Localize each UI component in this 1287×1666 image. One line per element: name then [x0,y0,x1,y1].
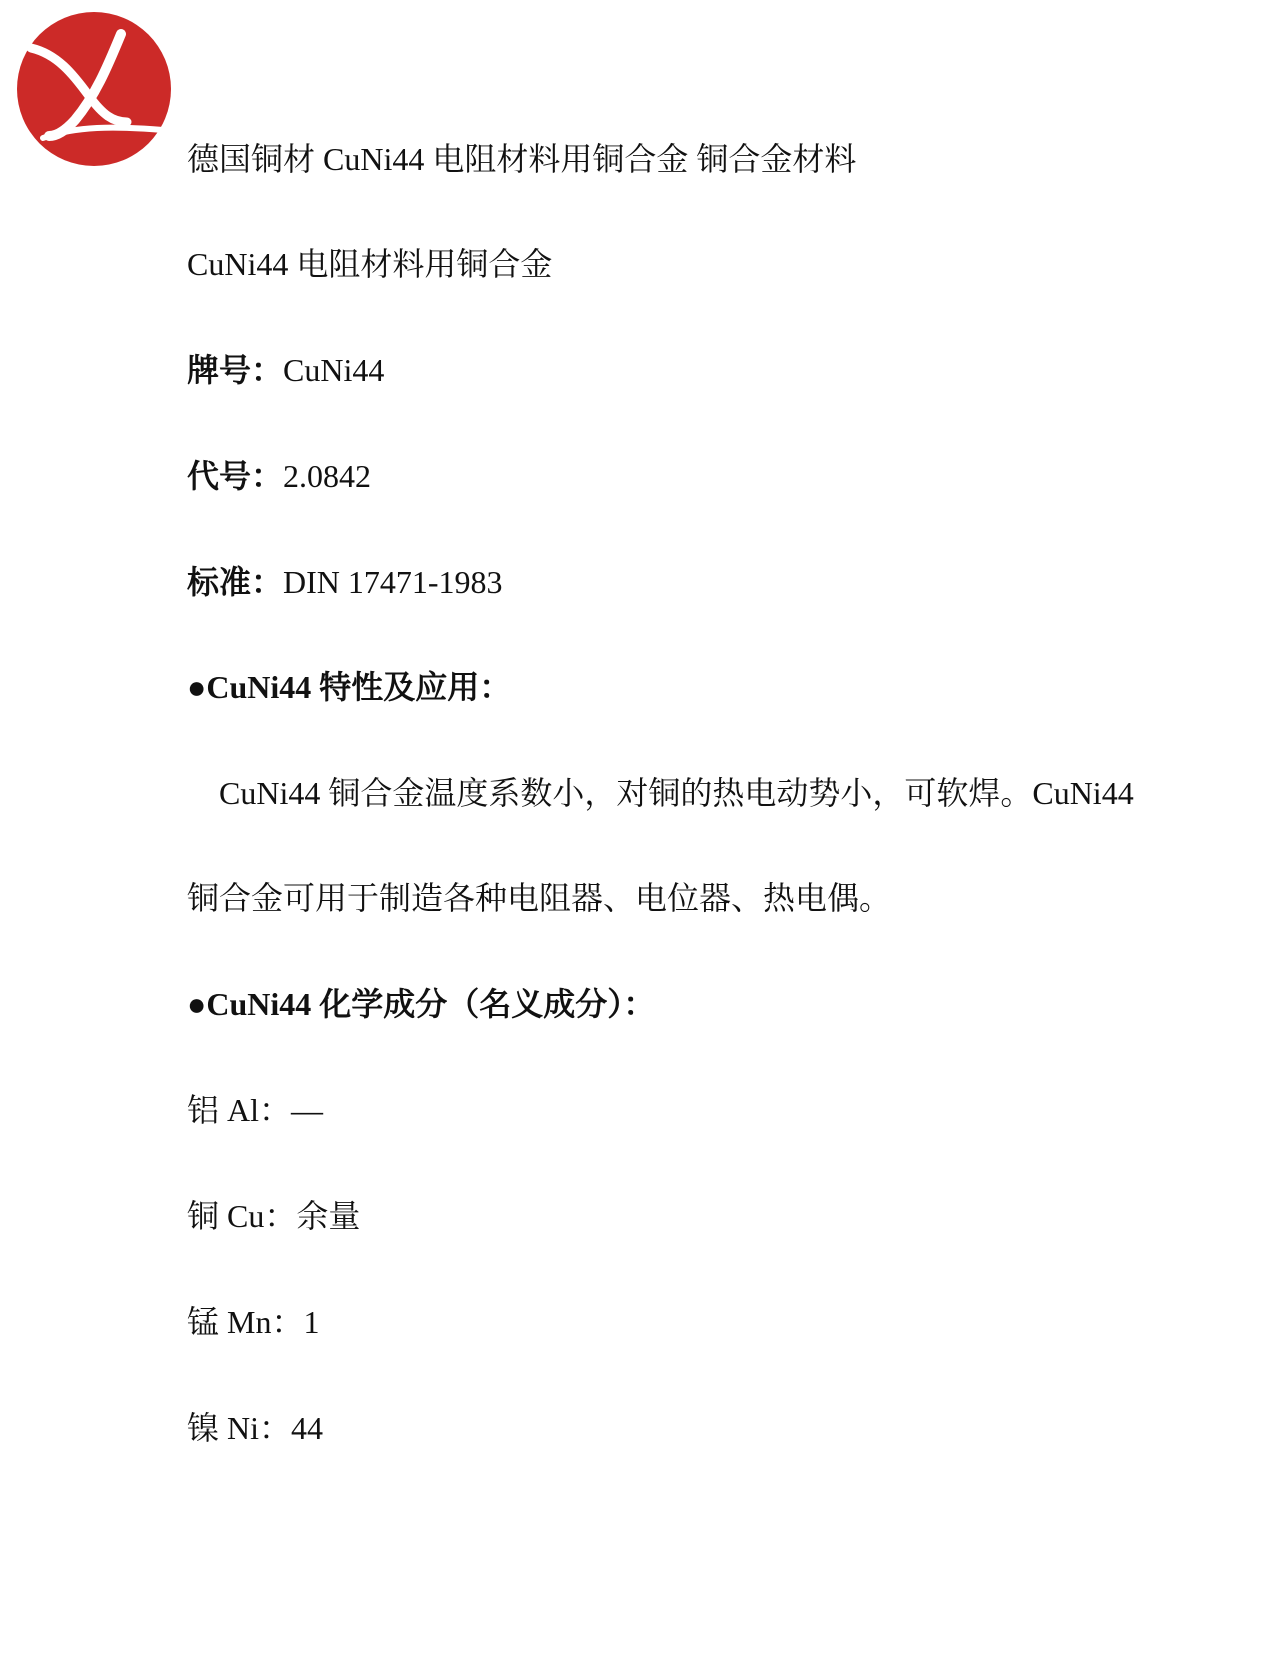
composition-row-mn [187,1302,319,1342]
composition-value: 44 [291,1410,324,1446]
composition-value: 余量 [296,1198,361,1234]
company-logo-icon [17,12,171,166]
grade-value: CuNi44 [283,352,385,388]
subtitle: CuNi44 电阻材料用铜合金 [187,246,553,282]
grade-label: 牌号： [187,352,284,388]
composition-row-ni [187,1408,323,1448]
standard-value: DIN 17471-1983 [283,564,503,600]
code-row [187,456,371,496]
standard-label: 标准： [187,564,284,600]
composition-row-cu [187,1196,360,1236]
composition-value: 1 [303,1304,320,1340]
composition-label: 镍 Ni： [187,1410,292,1446]
standard-row [187,562,503,602]
features-heading: ●CuNi44 特性及应用： [187,669,512,705]
grade-row [187,350,384,390]
composition-label: 锰 Mn： [187,1304,304,1340]
code-label: 代号： [187,458,284,494]
composition-label: 铝 Al： [187,1092,292,1128]
page-title: 德国铜材 CuNi44 电阻材料用铜合金 铜合金材料 [187,141,857,177]
composition-heading: ●CuNi44 化学成分（名义成分）： [187,986,656,1022]
code-value: 2.0842 [283,458,372,494]
composition-row-al [187,1090,323,1130]
composition-label: 铜 Cu： [187,1198,297,1234]
features-paragraph-line-1: CuNi44 铜合金温度系数小，对铜的热电动势小，可软焊。CuNi44 [219,775,1134,811]
features-paragraph-line-2: 铜合金可用于制造各种电阻器、电位器、热电偶。 [187,880,892,916]
composition-value: — [291,1092,324,1128]
